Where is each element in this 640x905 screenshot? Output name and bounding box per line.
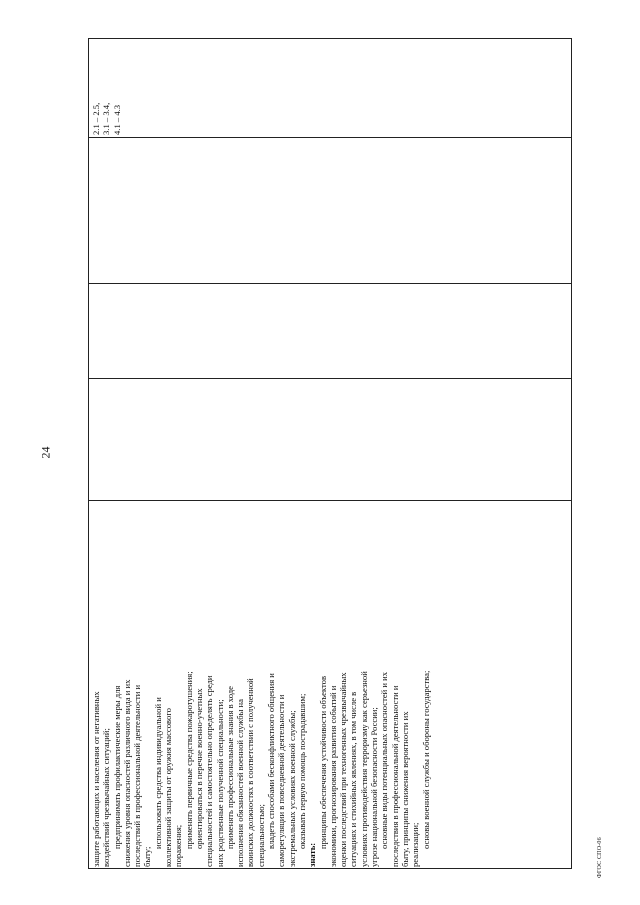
text-line: оценки последствий при техногенных чрезвычайных [338,672,349,867]
column-divider-3 [88,378,572,379]
text-line: принципы обеспечения устойчивости объектов [317,675,328,849]
text-line: условиях противодействия терроризму как серьезной [358,671,369,867]
text-line: ориентироваться в перечне военно-учетных [193,688,204,849]
text-line: коллективной защиты от оружия массового [163,708,174,867]
text-line: знать: [307,842,318,867]
footer-code: ФГОС СПО-06 [597,837,603,878]
text-line: снижения уровня опасностей различного вида и их [121,679,132,867]
text-line: последствия в профессиональной деятельности и [389,685,400,867]
text-line: основные виды потенциальных опасностей и их [379,671,390,849]
text-line: быту, принципы снижения вероятности их [399,711,410,867]
text-line: предпринимать профилактические меры для [111,685,122,849]
text-line: владеть способами бесконфликтного общения и [266,673,277,849]
text-line: воздействий чрезвычайных ситуаций; [101,728,112,867]
column-divider-2 [88,283,572,284]
code-line: 4.1 – 4.3 [111,104,122,135]
text-line: основы военной службы и обороны государства; [420,670,431,849]
text-line: поражения; [173,824,184,867]
requirements-text [91,501,431,867]
table-right-border [571,38,572,869]
text-line: экстремальных условиях военной службы; [286,710,297,867]
text-line: саморегуляции в повседневной деятельности и [276,694,287,867]
page-number: 24 [38,446,53,459]
text-line: ситуациях и стихийных явлениях, в том числе в [348,691,359,867]
table-top-border [88,38,572,39]
text-line: применять профессиональные знания в ходе [224,686,235,849]
text-line: реализации; [410,822,421,867]
text-line: защите работающих и населения от негативных [91,691,101,867]
text-line: специальностью; [255,804,266,867]
code-line: 3.1 – 3.4, [101,102,112,135]
code-line: 2.1 – 2.5, [91,102,101,135]
text-line: исполнения обязанностей военной службы на [235,699,246,867]
competence-codes [91,75,122,135]
text-line: воинских должностях в соответствии с полученной [245,678,256,867]
text-line: них родственные полученной специальности; [214,699,225,867]
text-line: экономики, прогнозирования развития событий и [327,685,338,867]
table-left-border [88,38,89,869]
text-line: применять первичные средства пожаротушения; [183,671,194,849]
text-line: угрозе национальной безопасности России; [369,707,380,867]
text-line: специальностей и самостоятельно определять среди [204,675,215,867]
text-line: быту; [142,846,153,867]
text-line: оказывать первую помощь пострадавшим; [296,693,307,849]
column-divider-1 [88,137,572,138]
text-line: использовать средства индивидуальной и [152,697,163,849]
table-bottom-border [88,868,572,869]
text-line: последствий в профессиональной деятельности и [132,684,143,867]
